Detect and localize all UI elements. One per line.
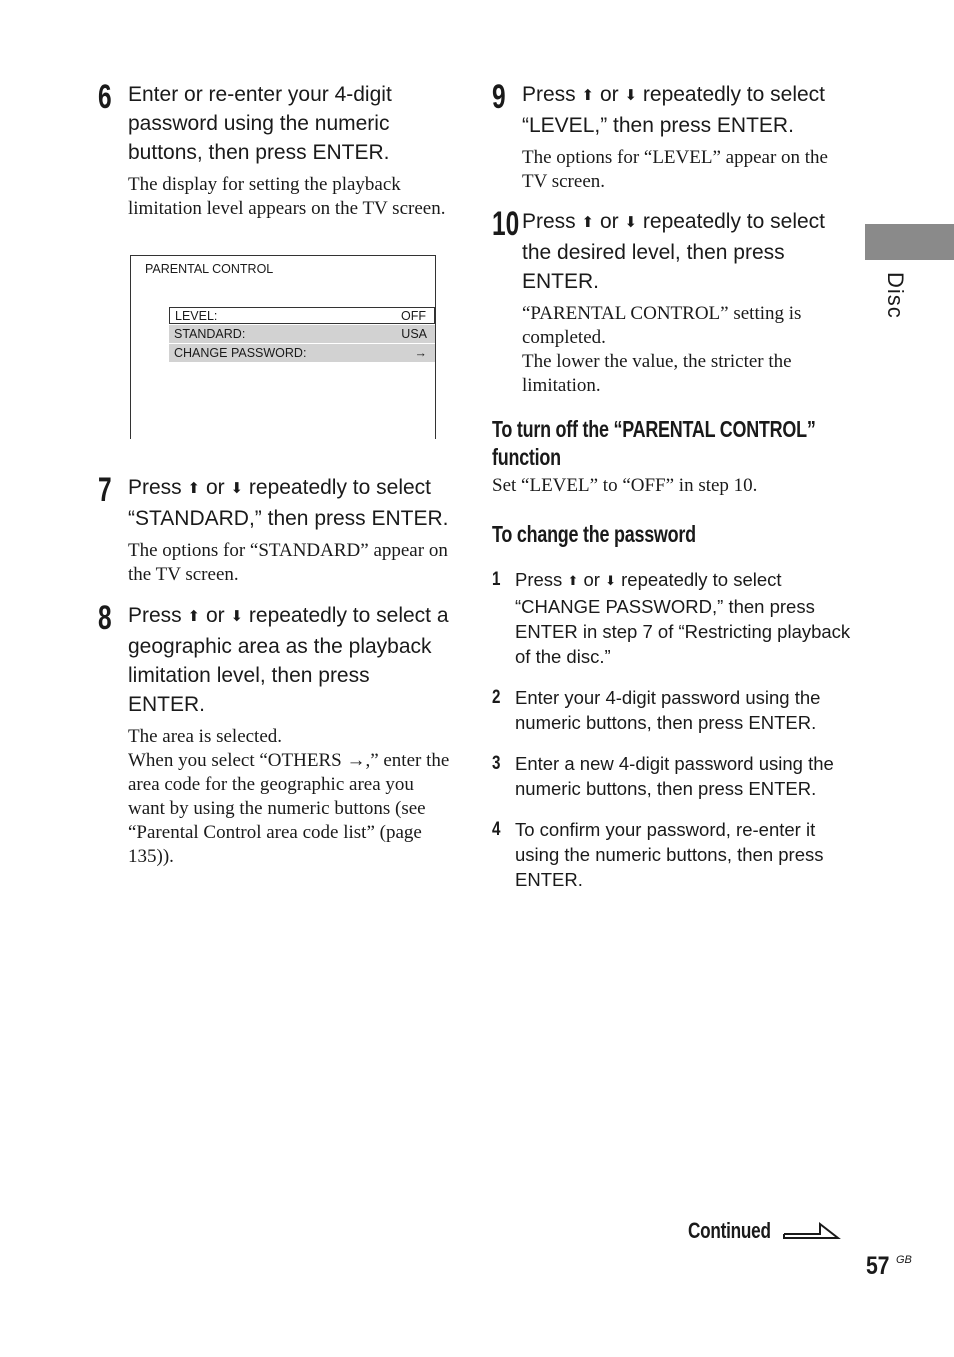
arrow-down-icon: ⬇ bbox=[624, 214, 638, 231]
step-number: 9 bbox=[492, 78, 506, 116]
osd-label: LEVEL: bbox=[175, 309, 218, 323]
arrow-up-icon: ⬆ bbox=[581, 87, 595, 104]
turn-off-heading: To turn off the “PARENTAL CONTROL” function bbox=[492, 416, 816, 470]
turn-off-text: Set “LEVEL” to “OFF” in step 10. bbox=[492, 475, 758, 496]
continued-arrow-icon bbox=[782, 1218, 842, 1242]
step-number: 6 bbox=[98, 78, 112, 116]
step-title: Press ⬆ or ⬇ repeatedly to select “LEVEL,” then press ENTER. bbox=[522, 83, 826, 137]
list-item: 4 To confirm your password, re-enter it using the numeric buttons, then press ENTER. bbox=[492, 819, 824, 890]
osd-row-change-password bbox=[169, 344, 435, 362]
list-item: 2 Enter your 4-digit password using the numeric buttons, then press ENTER. bbox=[492, 687, 821, 733]
change-password-list bbox=[492, 567, 852, 908]
step-body: The area is selected. bbox=[128, 726, 283, 747]
step-body: The options for “STANDARD” appear on the TV screen. bbox=[128, 540, 448, 585]
section-label: Disc bbox=[883, 272, 908, 319]
step-7 bbox=[98, 473, 450, 587]
step-title: Enter or re-enter your 4-digit password using the numeric buttons, then press ENTER. bbox=[128, 83, 392, 164]
step-number: 7 bbox=[98, 471, 112, 509]
step-title: Press ⬆ or ⬇ repeatedly to select a geographic area as the playback limitation level, then press ENTER. bbox=[128, 604, 449, 716]
arrow-down-icon: ⬇ bbox=[605, 573, 616, 588]
step-body: When you select “OTHERS →,” enter the area code for the geographic area you want by using the numeric buttons (see “Parental Control area code list” (page 135)). bbox=[128, 750, 450, 867]
arrow-down-icon: ⬇ bbox=[230, 608, 244, 625]
change-password-heading: To change the password bbox=[492, 521, 696, 547]
step-8 bbox=[98, 601, 450, 869]
list-item: 1 Press ⬆ or ⬇ repeatedly to select “CHANGE PASSWORD,” then press ENTER in step 7 of “Restricting playback of the disc.” bbox=[492, 569, 851, 667]
arrow-down-icon: ⬇ bbox=[230, 480, 244, 497]
step-number: 8 bbox=[98, 599, 112, 637]
osd-label: STANDARD: bbox=[174, 327, 246, 341]
continued-label: Continued bbox=[688, 1218, 771, 1243]
osd-value: → bbox=[414, 346, 427, 360]
step-10 bbox=[492, 207, 847, 398]
osd-title: PARENTAL CONTROL bbox=[145, 262, 274, 276]
step-9 bbox=[492, 80, 847, 194]
osd-row-level bbox=[169, 307, 435, 324]
osd-row-standard bbox=[169, 325, 435, 343]
step-body: The lower the value, the stricter the limitation. bbox=[522, 351, 792, 396]
step-6 bbox=[98, 80, 448, 221]
arrow-down-icon: ⬇ bbox=[624, 87, 638, 104]
parental-control-screen bbox=[130, 255, 436, 439]
step-title: Press ⬆ or ⬇ repeatedly to select “STANDARD,” then press ENTER. bbox=[128, 476, 449, 530]
arrow-up-icon: ⬆ bbox=[567, 573, 579, 588]
arrow-up-icon: ⬆ bbox=[581, 214, 595, 231]
osd-label: CHANGE PASSWORD: bbox=[174, 346, 307, 360]
step-title: Press ⬆ or ⬇ repeatedly to select the desired level, then press ENTER. bbox=[522, 210, 826, 293]
page-suffix: GB bbox=[896, 1254, 912, 1266]
list-item: 3 Enter a new 4-digit password using the numeric buttons, then press ENTER. bbox=[492, 753, 834, 799]
step-body: “PARENTAL CONTROL” setting is completed. bbox=[522, 303, 802, 348]
page-number: 57 bbox=[866, 1252, 890, 1280]
step-number: 10 bbox=[492, 205, 520, 243]
section-tab bbox=[865, 224, 954, 260]
step-body: The options for “LEVEL” appear on the TV screen. bbox=[522, 147, 828, 192]
arrow-up-icon: ⬆ bbox=[187, 608, 201, 625]
osd-value: OFF bbox=[401, 309, 426, 323]
arrow-up-icon: ⬆ bbox=[187, 480, 201, 497]
osd-value: USA bbox=[401, 327, 427, 341]
step-body: The display for setting the playback limitation level appears on the TV screen. bbox=[128, 174, 446, 219]
